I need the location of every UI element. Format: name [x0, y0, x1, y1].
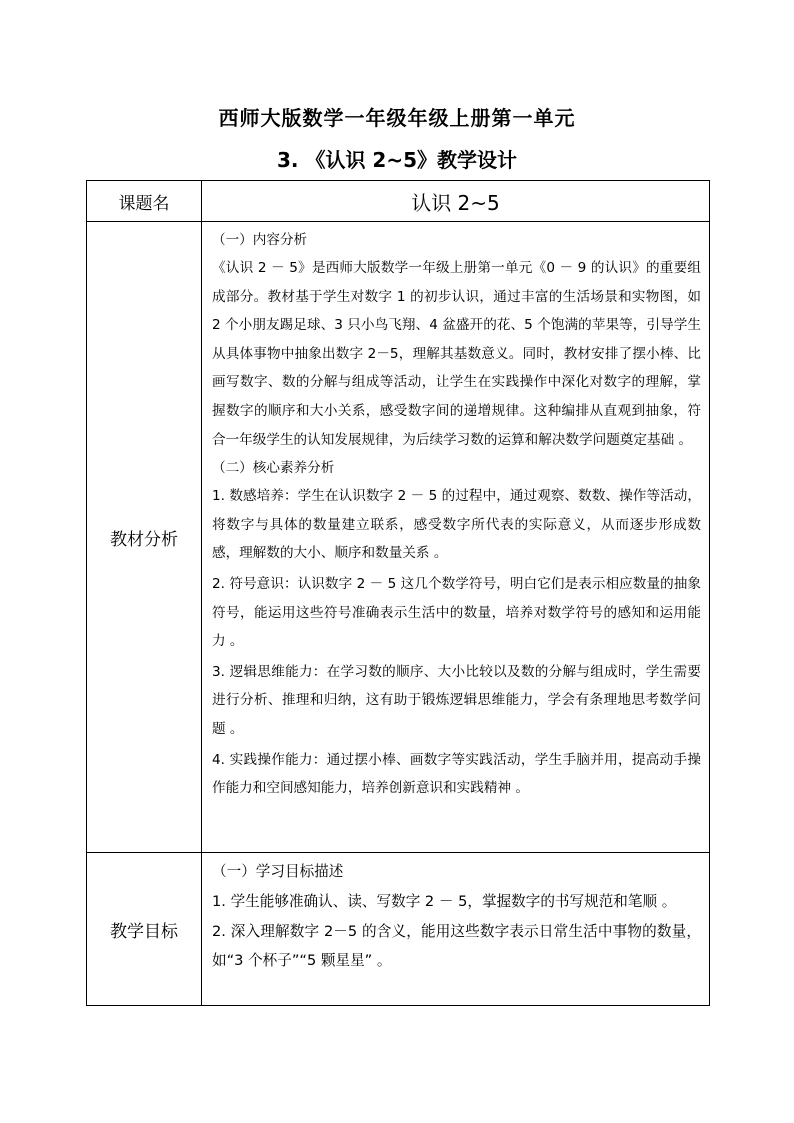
literacy-item: 4. 实践操作能力：通过摆小棒、画数字等实践活动，学生手脑并用，提高动手操作能力和空间感知能力，培养创新意识和实践精神 。	[212, 751, 701, 797]
goals-label-cell	[87, 853, 202, 1006]
topic-label: 课题名	[118, 193, 170, 214]
topic-value: 认识 2~5	[411, 190, 500, 215]
goals-content-cell	[202, 853, 710, 1006]
material-label-cell	[87, 222, 202, 853]
learning-goals-heading: （一）学习目标描述	[212, 863, 344, 880]
topic-value-cell	[202, 181, 710, 222]
table-row-goals	[87, 853, 710, 1006]
table-row-topic	[87, 181, 710, 222]
material-content-cell	[202, 222, 710, 853]
goal-item: 2. 深入理解数字 2－5 的含义，能用这些数字表示日常生活中事物的数量，如“3 个杯子”“5 颗星星” 。	[212, 922, 701, 969]
table-row-material	[87, 222, 710, 853]
literacy-item: 2. 符号意识：认识数字 2 － 5 这几个数学符号，明白它们是表示相应数量的抽象符号，能运用这些符号准确表示生活中的数量，培养对数学符号的感知和运用能力 。	[212, 575, 701, 650]
core-literacy-heading: （二）核心素养分析	[212, 460, 335, 477]
material-label: 教材分析	[110, 529, 178, 550]
goals-label: 教学目标	[110, 921, 178, 942]
literacy-item: 1. 数感培养：学生在认识数字 2 － 5 的过程中，通过观察、数数、操作等活动，将数字与具体的数量建立联系，感受数字所代表的实际意义，从而逐步形成数感，理解数的大小、顺序和数量关系 。	[212, 488, 701, 562]
lesson-plan-table	[86, 180, 710, 1006]
lesson-title: 3. 《认识 2~5》教学设计	[276, 148, 518, 172]
document-title: 西师大版数学一年级年级上册第一单元	[218, 106, 576, 130]
content-analysis-text: 《认识 2 － 5》是西师大版数学一年级上册第一单元《0 － 9 的认识》的重要组成部分。教材基于学生对数字 1 的初步认识，通过丰富的生活场景和实物图，如 2 个小朋友踢足球、3 只小鸟飞翔、4 盆盛开的花、5 个饱满的苹果等，引导学生从具体事物中抽象出数字 2－5，理解其基数意义。同时，教材安排了摆小棒、比画写数字、数的分解与组成等活动，让学生在实践操作中深化对数字的理解，掌握数字的顺序和大小关系，感受数字间的递增规律。这种编排从直观到抽象，符合一年级学生的认知发展规律，为后续学习数的运算和解决数学问题奠定基础 。	[212, 260, 701, 448]
goal-item: 1. 学生能够准确认、读、写数字 2 － 5，掌握数字的书写规范和笔顺 。	[212, 893, 677, 910]
content-analysis-heading: （一）内容分析	[212, 232, 308, 248]
literacy-item: 3. 逻辑思维能力：在学习数的顺序、大小比较以及数的分解与组成时，学生需要进行分析、推理和归纳，这有助于锻炼逻辑思维能力，学会有条理地思考数学问题 。	[212, 663, 701, 737]
topic-label-cell	[87, 181, 202, 222]
